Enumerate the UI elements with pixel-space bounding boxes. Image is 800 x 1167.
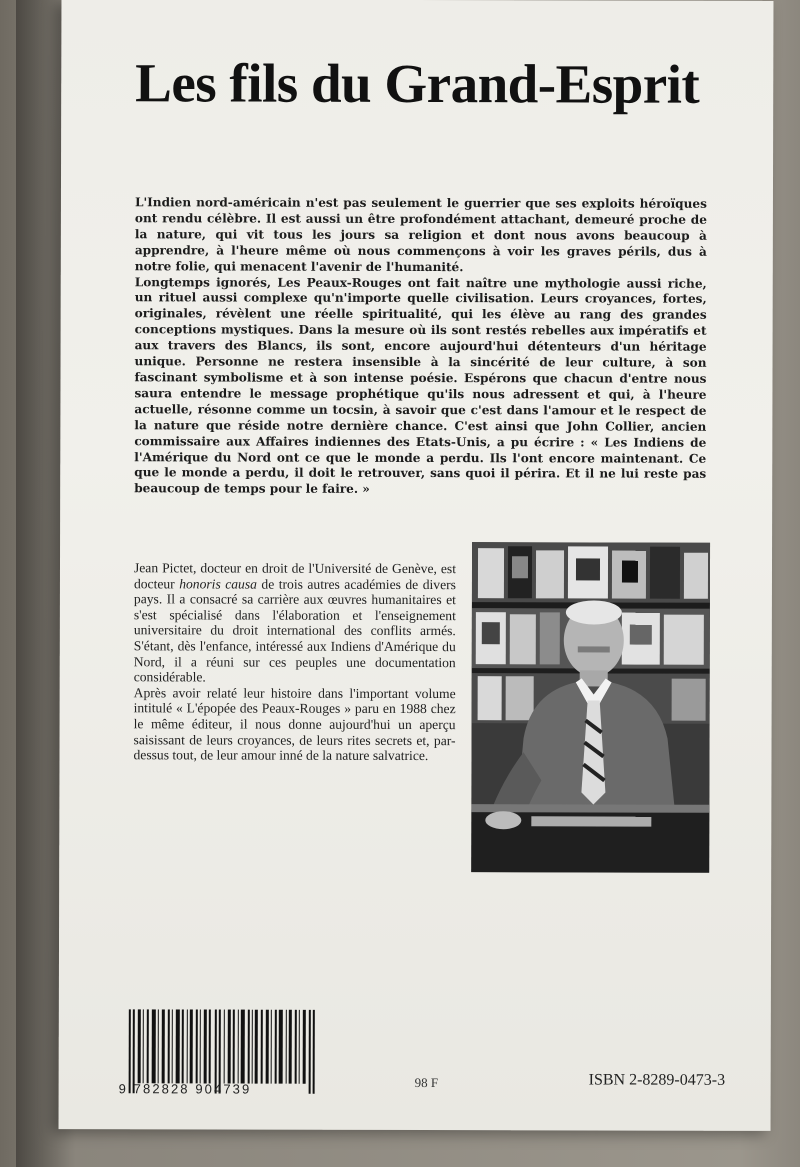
blurb-paragraph-2: Longtemps ignorés, Les Peaux-Rouges ont fait naître une mythologie aussi riche, un rituel aussi complexe qu'n'importe quelle civilisation. Leurs croyances, fortes, originales, révèlent une réelle spiritualité, qui les élève au rang des grandes conceptions mystiques. Dans la mesure où ils sont restés rebelles aux impératifs et aux travers des Blancs, ils sont, encore aujourd'hui détenteurs d'un héritage unique. Personne ne restera insensible à la sincérité de leur culture, à son fascinant symbolisme et à son intense poésie. Espérons que chacun d'entre nous saura entendre le message prophétique qu'ils nous adressent et qui, à l'heure actuelle, résonne comme un tocsin, à savoir que c'est dans l'amour et le respect de la nature que réside notre dernière chance. C'est ainsi que John Collier, ancien commissaire aux Affaires indiennes des Etats-Unis, a pu écrire : « Les Indiens de l'Amérique du Nord ont ce que le monde a perdu. Ils l'ont encore maintenant. Ce que le monde a perdu, il doit le retrouver, sans quoi il périra. Et il ne lui reste pas beaucoup de temps pour le faire. » xyxy=(134,274,707,497)
book-title: Les fils du Grand-Esprit xyxy=(135,52,700,115)
bio-paragraph-2: Après avoir relaté leur histoire dans l'important volume intitulé « L'épopée des Peaux-Rouges » paru en 1988 chez le même éditeur, il nous donne aujourd'hui un aperçu saisissant de leurs croyances, de leurs rites secrets et, par-dessus tout, de leur amour inné de la nature salvatrice. xyxy=(133,685,456,764)
author-photo xyxy=(471,542,710,873)
price-label: 98 F xyxy=(414,1074,439,1091)
bio-honoris: honoris causa xyxy=(179,575,257,592)
book-back-cover xyxy=(59,0,774,1131)
isbn-label: ISBN 2-8289-0473-3 xyxy=(588,1071,726,1089)
barcode-digits: 9 782828 904739 xyxy=(118,1081,252,1097)
blurb-text xyxy=(134,195,707,499)
bio-rest: de trois autres académies de divers pays. Il a consacré sa carrière aux œuvres humanitaires et s'est spécialisé dans l'élaboration et l'enseignement universitaire du droit international des conflits armés. S'étant, dès l'enfance, intéressé aux Indiens d'Amérique du Nord, il a réuni sur ces peuples une documentation considérable. xyxy=(133,576,456,685)
bio-paragraph-1 xyxy=(134,560,456,686)
blurb-paragraph-1: L'Indien nord-américain n'est pas seulement le guerrier que ses exploits héroïques ont rendu célèbre. Il est aussi un être profondément attachant, demeuré proche de la nature, qui vit tous les jours sa religion et dont nous avons beaucoup à apprendre, à l'heure même où nous commençons à voir les graves périls, dus à notre folie, qui menacent l'avenir de l'humanité. xyxy=(134,195,707,274)
bio-intro: Jean Pictet, docteur en droit de l'Université de Genève, est docteur xyxy=(133,560,457,591)
author-bio xyxy=(133,560,456,764)
author-photo-illustration xyxy=(471,542,710,873)
